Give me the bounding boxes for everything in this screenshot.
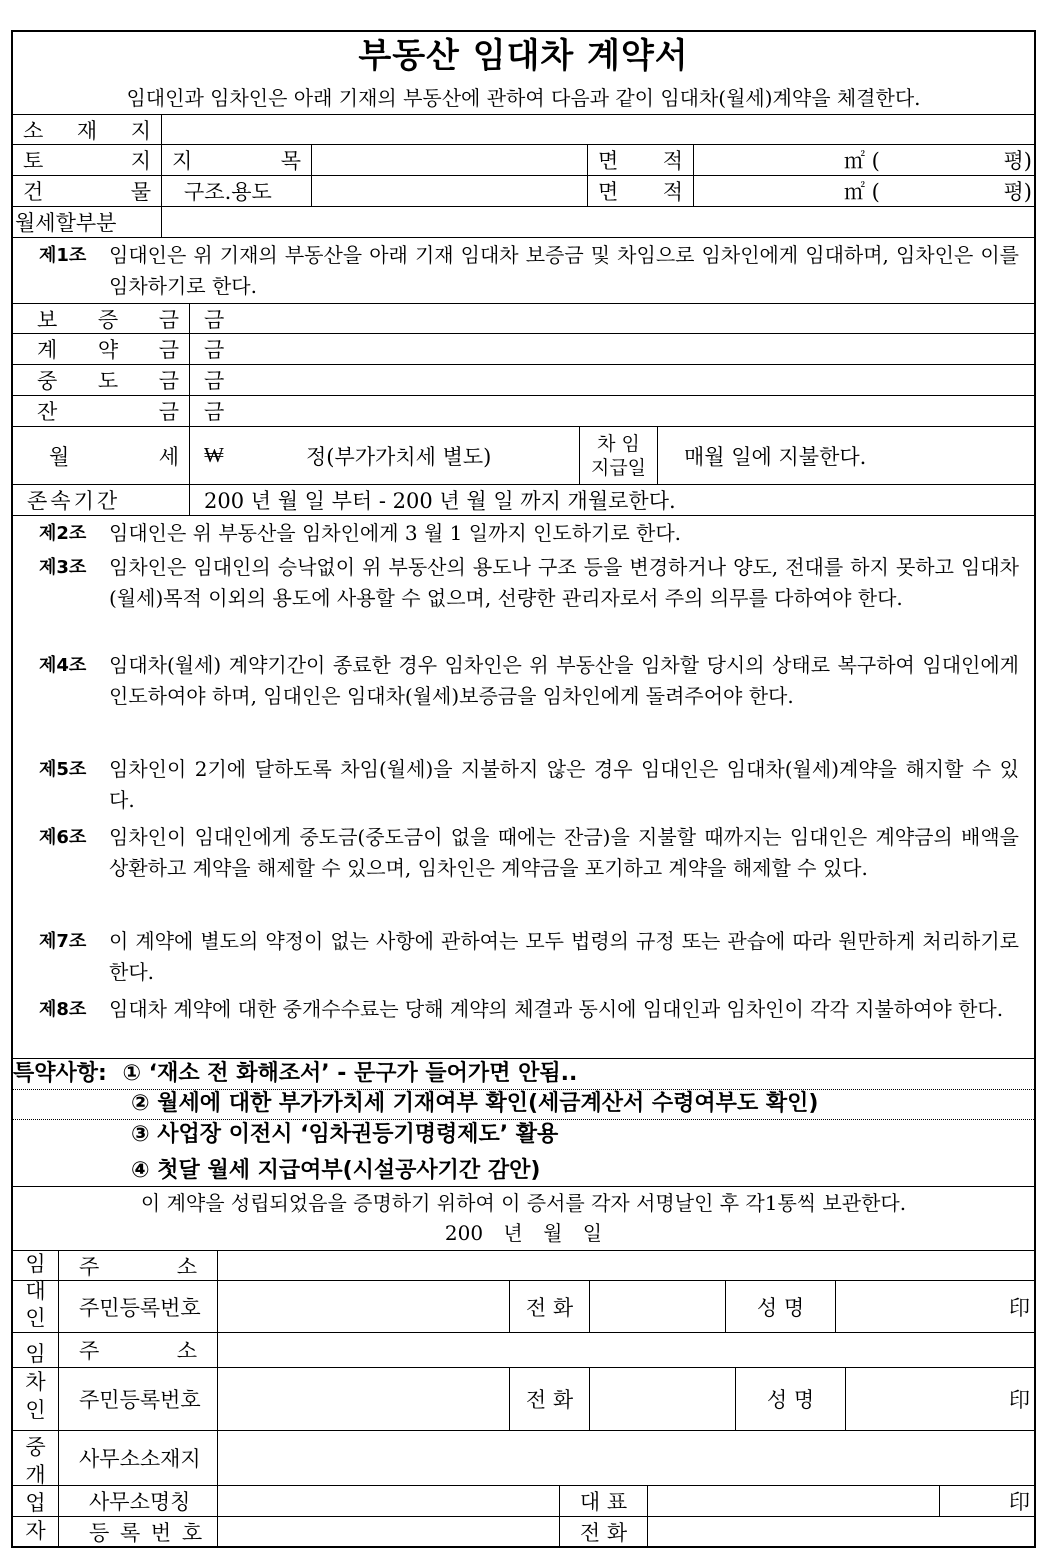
rent-part-value[interactable] bbox=[161, 207, 1034, 237]
label-char: 중 bbox=[37, 369, 58, 393]
label-char: 계 bbox=[37, 338, 58, 362]
vertical-char: 업 bbox=[25, 1490, 46, 1515]
tenant-id-row bbox=[13, 1368, 1034, 1431]
article-7-text: 이 계약에 별도의 약정이 없는 사항에 관하여는 모두 법령의 규정 또는 관습에 따라 원만하게 처리하기로 한다. bbox=[109, 929, 1019, 984]
payday-label bbox=[579, 427, 657, 484]
tenant-address-text bbox=[59, 1335, 217, 1365]
vertical-char: 중 bbox=[25, 1434, 46, 1459]
landlord-address-value[interactable] bbox=[217, 1251, 1034, 1280]
article-7 bbox=[39, 926, 1019, 988]
registration-row bbox=[13, 1517, 1034, 1546]
label-char: 금 bbox=[158, 307, 179, 332]
land-row bbox=[13, 145, 1034, 176]
vat-note: 정(부가가치세 별도) bbox=[306, 444, 492, 469]
intro-text: 임대인과 임차인은 아래 기재의 부동산에 관하여 다음과 같이 임대차(월세)계약을 체결한다. bbox=[126, 86, 921, 110]
article-6 bbox=[39, 822, 1019, 884]
date-line: 200 년 월 일 bbox=[444, 1221, 603, 1245]
vertical-char: 인 bbox=[25, 1397, 46, 1422]
label-char: 건 bbox=[23, 180, 44, 204]
label-char: 세 bbox=[158, 444, 179, 469]
rent-part-label: 월세할부분 bbox=[15, 211, 117, 235]
special-item-3: ③ 사업장 이전시 ‘임차권등기명령제도’ 활용 bbox=[131, 1122, 559, 1147]
contract-deposit-value[interactable]: 금 bbox=[189, 334, 1034, 364]
special-label: 특약사항: bbox=[13, 1061, 107, 1086]
balance-label-text bbox=[37, 396, 179, 426]
balance-label bbox=[27, 396, 189, 426]
article-2-number: 제2조 bbox=[39, 523, 87, 544]
tenant-phone-value[interactable] bbox=[589, 1368, 735, 1430]
article-6-text: 임차인이 임대인에게 중도금(중도금이 없을 때에는 잔금)을 지불할 때까지는 임대인은 계약금의 배액을 상환하고 계약을 해제할 수 있으며, 임차인은 계약금을 포기하고 계약을 해제할 수 있다. bbox=[109, 825, 1019, 880]
building-label bbox=[13, 176, 161, 206]
location-label bbox=[13, 115, 161, 144]
article-6-number: 제6조 bbox=[39, 827, 87, 848]
contract-deposit-text bbox=[37, 334, 179, 364]
article-5 bbox=[39, 754, 1019, 816]
label-char: 면 bbox=[598, 180, 619, 204]
landlord-address-text bbox=[59, 1251, 217, 1280]
article-2-text: 임대인은 위 부동산을 임차인에게 3 월 1 일까지 인도하기로 한다. bbox=[109, 521, 682, 545]
document-title: 부동산 임대차 계약서 bbox=[358, 36, 689, 76]
building-row bbox=[13, 176, 1034, 207]
vertical-char: 자 bbox=[25, 1518, 46, 1543]
special-row-3 bbox=[13, 1120, 1034, 1150]
registration-label: 등 록 번 호 bbox=[89, 1520, 205, 1545]
tenant-name-label: 성 명 bbox=[735, 1368, 845, 1430]
rent-part-row bbox=[13, 207, 1034, 238]
label-char: 주 bbox=[79, 1339, 100, 1363]
landlord-phone-label: 전 화 bbox=[509, 1281, 589, 1332]
building-pyeong-unit: 평) bbox=[1003, 180, 1032, 204]
landlord-phone-value[interactable] bbox=[589, 1281, 725, 1332]
landlord-id-label: 주민등록번호 bbox=[79, 1295, 201, 1320]
land-area-text bbox=[598, 145, 683, 175]
payday-label-line1: 차 임 bbox=[597, 432, 640, 455]
location-row bbox=[13, 114, 1034, 145]
label-char: 면 bbox=[598, 149, 619, 173]
article-4-number: 제4조 bbox=[39, 655, 87, 676]
label-char: 소 bbox=[176, 1339, 197, 1363]
article-7-number: 제7조 bbox=[39, 931, 87, 952]
special-row-1 bbox=[13, 1058, 1034, 1090]
special-item-1: ① ‘재소 전 화해조서’ - 문구가 들어가면 안됨.. bbox=[122, 1061, 578, 1086]
building-label-text bbox=[23, 176, 151, 206]
landlord-label bbox=[13, 1250, 59, 1333]
label-char: 지 bbox=[130, 118, 151, 143]
location-value[interactable] bbox=[161, 115, 1034, 144]
vertical-char: 임 bbox=[25, 1251, 46, 1276]
vertical-char: 개 bbox=[25, 1462, 46, 1487]
article-1-number: 제1조 bbox=[39, 245, 87, 266]
vertical-char: 대 bbox=[25, 1278, 46, 1303]
office-address-row bbox=[13, 1431, 1034, 1486]
label-char: 금 bbox=[158, 369, 179, 393]
label-char: 월 bbox=[49, 444, 70, 469]
label-char: 보 bbox=[37, 307, 58, 332]
label-char: 적 bbox=[662, 180, 683, 204]
structure-value[interactable] bbox=[311, 176, 587, 206]
won-sign: ₩ bbox=[204, 443, 224, 467]
tenant-address-row bbox=[13, 1333, 1034, 1368]
label-char: 도 bbox=[97, 369, 119, 393]
monthly-rent-label bbox=[39, 427, 189, 484]
office-address-label: 사무소소재지 bbox=[79, 1447, 201, 1471]
agent-label bbox=[13, 1431, 59, 1546]
article-3-number: 제3조 bbox=[39, 557, 87, 578]
deposit-value[interactable]: 금 bbox=[189, 304, 1034, 333]
landlord-id-row bbox=[13, 1281, 1034, 1333]
payday-label-line2: 지급일 bbox=[590, 456, 647, 479]
label-char: 토 bbox=[23, 149, 44, 173]
special-item-4: ④ 첫달 월세 지급여부(시설공사기간 감안) bbox=[131, 1158, 541, 1183]
landlord-id-value[interactable] bbox=[217, 1281, 509, 1332]
term-value[interactable]: 200 년 월 일 부터 - 200 년 월 일 까지 개월로한다. bbox=[189, 485, 1034, 515]
building-area-value[interactable] bbox=[693, 176, 1034, 206]
tenant-label bbox=[13, 1333, 59, 1431]
article-1-text: 임대인은 위 기재의 부동산을 아래 기재 임대차 보증금 및 차임으로 임차인에게 임대하며, 임차인은 이를 임차하기로 한다. bbox=[109, 243, 1019, 298]
label-char: 지 bbox=[172, 149, 193, 173]
term-label: 존속기간 bbox=[27, 489, 121, 513]
land-category-label bbox=[161, 145, 311, 175]
land-category-value[interactable] bbox=[311, 145, 587, 175]
office-name-label: 사무소명칭 bbox=[89, 1490, 191, 1514]
article-3 bbox=[39, 552, 1019, 614]
rep-value[interactable] bbox=[647, 1486, 939, 1516]
label-char: 주 bbox=[79, 1254, 100, 1279]
landlord-address-row bbox=[13, 1250, 1034, 1281]
land-area-label bbox=[587, 145, 693, 175]
label-char: 목 bbox=[280, 149, 301, 173]
land-sqm-unit: ㎡ ( bbox=[844, 149, 880, 173]
label-char: 적 bbox=[662, 149, 683, 173]
tenant-phone-label: 전 화 bbox=[509, 1368, 589, 1430]
special-item-2: ② 월세에 대한 부가가치세 기재여부 확인(세금계산서 수령여부도 확인) bbox=[131, 1091, 819, 1116]
term-row bbox=[13, 485, 1034, 516]
article-8-number: 제8조 bbox=[39, 999, 87, 1020]
building-area-text bbox=[598, 176, 683, 206]
monthly-rent-value[interactable] bbox=[189, 427, 579, 484]
contract-deposit-label bbox=[27, 334, 189, 364]
label-char: 금 bbox=[158, 400, 179, 424]
label-char: 소 bbox=[23, 118, 44, 143]
label-char: 지 bbox=[130, 149, 151, 173]
article-1 bbox=[39, 240, 1019, 302]
middle-payment-value[interactable]: 금 bbox=[189, 365, 1034, 395]
middle-payment-row bbox=[13, 365, 1034, 396]
registration-value[interactable] bbox=[217, 1517, 559, 1546]
monthly-rent-text bbox=[49, 441, 179, 471]
tenant-address-label bbox=[59, 1333, 217, 1367]
article-4 bbox=[39, 650, 1019, 712]
office-address-value[interactable] bbox=[217, 1431, 1034, 1485]
tenant-seal[interactable]: 印 bbox=[845, 1368, 1034, 1430]
middle-payment-text bbox=[37, 365, 179, 395]
landlord-seal[interactable]: 印 bbox=[835, 1281, 1034, 1332]
contract-page bbox=[11, 30, 1036, 1548]
structure-label: 구조.용도 bbox=[161, 176, 311, 206]
rep-label: 대 표 bbox=[559, 1486, 647, 1516]
tenant-id-label: 주민등록번호 bbox=[79, 1388, 201, 1412]
article-4-text: 임대차(월세) 계약기간이 종료한 경우 임차인은 위 부동산을 임차할 당시의 상태로 복구하여 임대인에게 인도하여야 하며, 임대인은 임대차(월세)보증금을 임차인에게 돌려주어야 한다. bbox=[109, 653, 1019, 708]
agent-phone-value[interactable] bbox=[647, 1517, 1034, 1546]
landlord-address-label bbox=[59, 1251, 217, 1280]
land-label-text bbox=[23, 145, 151, 175]
land-area-value[interactable] bbox=[693, 145, 1034, 175]
payday-value[interactable]: 매월 일에 지불한다. bbox=[657, 427, 1034, 484]
label-char: 물 bbox=[130, 180, 151, 204]
label-char: 약 bbox=[97, 338, 119, 362]
vertical-char: 임 bbox=[25, 1341, 46, 1366]
label-char: 재 bbox=[76, 118, 98, 143]
vertical-char: 차 bbox=[25, 1369, 46, 1394]
office-name-row bbox=[13, 1486, 1034, 1517]
label-char: 잔 bbox=[37, 400, 58, 424]
article-3-text: 임차인은 임대인의 승낙없이 위 부동산의 용도나 구조 등을 변경하거나 양도, 전대를 하지 못하고 임대차 (월세)목적 이외의 용도에 사용할 수 없으며, 선량한 관리자로서 주의 의무를 다하여야 한다. bbox=[109, 555, 1019, 610]
agent-seal[interactable]: 印 bbox=[939, 1486, 1034, 1516]
article-8 bbox=[39, 994, 1019, 1025]
contract-deposit-row bbox=[13, 334, 1034, 365]
vertical-char: 인 bbox=[25, 1305, 46, 1330]
tenant-id-value[interactable] bbox=[217, 1368, 509, 1430]
tenant-address-value[interactable] bbox=[217, 1333, 1034, 1367]
land-category-text bbox=[172, 145, 301, 175]
agent-phone-label: 전 화 bbox=[559, 1517, 647, 1546]
label-char: 금 bbox=[158, 338, 179, 362]
middle-payment-label bbox=[27, 365, 189, 395]
deposit-label bbox=[27, 304, 189, 333]
deposit-row bbox=[13, 303, 1034, 334]
label-char: 증 bbox=[97, 307, 119, 332]
special-row-4 bbox=[13, 1156, 1034, 1187]
land-pyeong-unit: 평) bbox=[1003, 149, 1032, 173]
landlord-name-label: 성 명 bbox=[725, 1281, 835, 1332]
article-5-number: 제5조 bbox=[39, 759, 87, 780]
special-row-2 bbox=[13, 1089, 1034, 1120]
label-char: 소 bbox=[176, 1254, 197, 1279]
monthly-rent-row bbox=[13, 427, 1034, 485]
balance-row bbox=[13, 396, 1034, 427]
balance-value[interactable]: 금 bbox=[189, 396, 1034, 426]
deposit-label-text bbox=[37, 304, 179, 333]
article-8-text: 임대차 계약에 대한 중개수수료는 당해 계약의 체결과 동시에 임대인과 임차인이 각각 지불하여야 한다. bbox=[109, 997, 1004, 1021]
article-5-text: 임차인이 2기에 달하도록 차임(월세)을 지불하지 않은 경우 임대인은 임대차(월세)계약을 해지할 수 있다. bbox=[109, 757, 1019, 812]
closing-text: 이 계약을 성립되었음을 증명하기 위하여 이 증서를 각자 서명날인 후 각1통씩 보관한다. bbox=[140, 1191, 907, 1215]
building-sqm-unit: ㎡ ( bbox=[844, 180, 880, 204]
article-2 bbox=[39, 518, 1019, 549]
building-area-label bbox=[587, 176, 693, 206]
land-label bbox=[13, 145, 161, 175]
location-label-text bbox=[23, 115, 151, 144]
office-name-value[interactable] bbox=[217, 1486, 559, 1516]
